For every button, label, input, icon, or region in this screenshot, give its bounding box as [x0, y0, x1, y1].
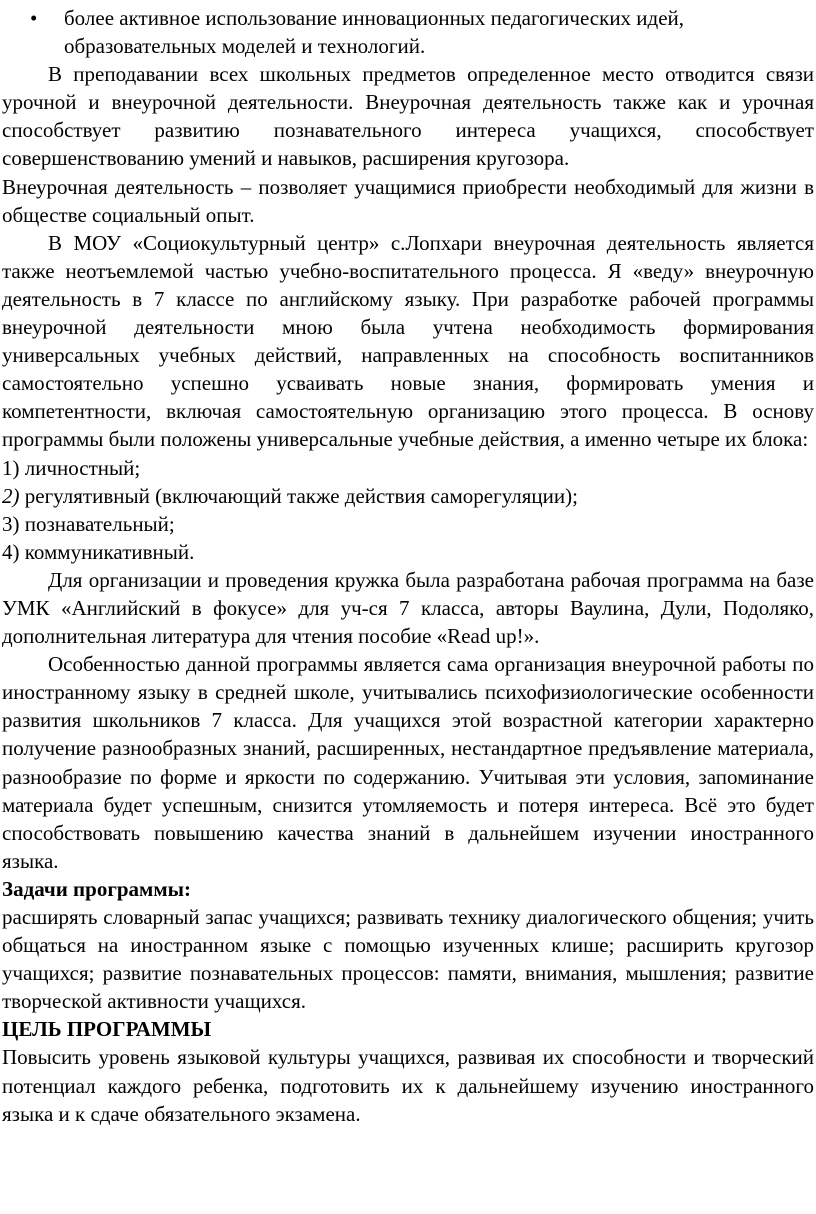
- bullet-text: более активное использование инновационных педагогических идей, образовательных моделей и технологий.: [64, 6, 685, 59]
- paragraph-program-basis: Для организации и проведения кружка была разработана рабочая программа на базе УМК «Английский в фокусе» для уч-ся 7 класса, авторы Ваулина, Дули, Подоляко, дополнительная литература для чтения пособие «Read up!».: [2, 567, 814, 649]
- block-text: регулятивный (включающий также действия саморегуляции);: [24, 483, 578, 508]
- block-item-1: [2, 454, 814, 482]
- paragraph-social-experience: Внеурочная деятельность – позволяет учащимися приобрести необходимый для жизни в обществе социальный опыт.: [2, 174, 814, 227]
- block-item-3: [2, 510, 814, 538]
- block-item-4: [2, 538, 814, 566]
- block-number: 1): [2, 455, 20, 480]
- goal-text: Повысить уровень языковой культуры учащихся, развивая их способности и творческий потенциал каждого ребенка, подготовить их к дальнейшему изучению иностранного языка и к сдаче обязательного экзамена.: [2, 1045, 814, 1126]
- block-text: познавательный;: [24, 511, 175, 536]
- paragraph-school-program: В МОУ «Социокультурный центр» с.Лопхари внеурочная деятельность является также неотъемлемой частью учебно-воспитательного процесса. Я «веду» внеурочную деятельность в 7 классе по английскому языку. При разработке рабочей программы внеурочной деятельности мною была учтена необходимость формирования универсальных учебных действий, направленных на способность воспитанников самостоятельно успешно усваивать новые знания, формировать умения и компетентности, включая самостоятельную организацию этого процесса. В основу программы были положены универсальные учебные действия, а именно четыре их блока:: [2, 230, 814, 452]
- goal-heading: ЦЕЛЬ ПРОГРАММЫ: [2, 1017, 212, 1042]
- block-number: 2): [2, 483, 20, 508]
- paragraph-program-features: Особенностью данной программы является сама организация внеурочной работы по иностранному языку в средней школе, учитывались психофизиологические особенности развития школьников 7 класса. Для учащихся этой возрастной категории характерно получение разнообразных знаний, расширенных, нестандартное предъявление материала, разнообразие по форме и яркости по содержанию. Учитывая эти условия, запоминание материала будет успешным, снизится утомляемость и потеря интереса. Всё это будет способствовать повышению качества знаний в дальнейшем изучении иностранного языка.: [2, 652, 814, 873]
- bullet-icon: •: [30, 6, 38, 30]
- block-item-2: [2, 482, 814, 510]
- block-number: 3): [2, 511, 20, 536]
- block-text: личностный;: [24, 455, 141, 480]
- bullet-list-item: [2, 4, 814, 60]
- paragraph-extracurricular-role: В преподавании всех школьных предметов определенное место отводится связи урочной и внеурочной деятельности. Внеурочная деятельность также как и урочная способствует развитию познавательного интереса учащихся, способствует совершенствованию умений и навыков, расширения кругозора.: [2, 62, 814, 171]
- tasks-text: расширять словарный запас учащихся; развивать технику диалогического общения; учить общаться на иностранном языке с помощью изученных клише; расширить кругозор учащихся; развитие познавательных процессов: памяти, внимания, мышления; развитие творческой активности учащихся.: [2, 905, 814, 1014]
- block-number: 4): [2, 539, 20, 564]
- block-text: коммуникативный.: [24, 539, 195, 564]
- tasks-heading: Задачи программы:: [2, 876, 192, 901]
